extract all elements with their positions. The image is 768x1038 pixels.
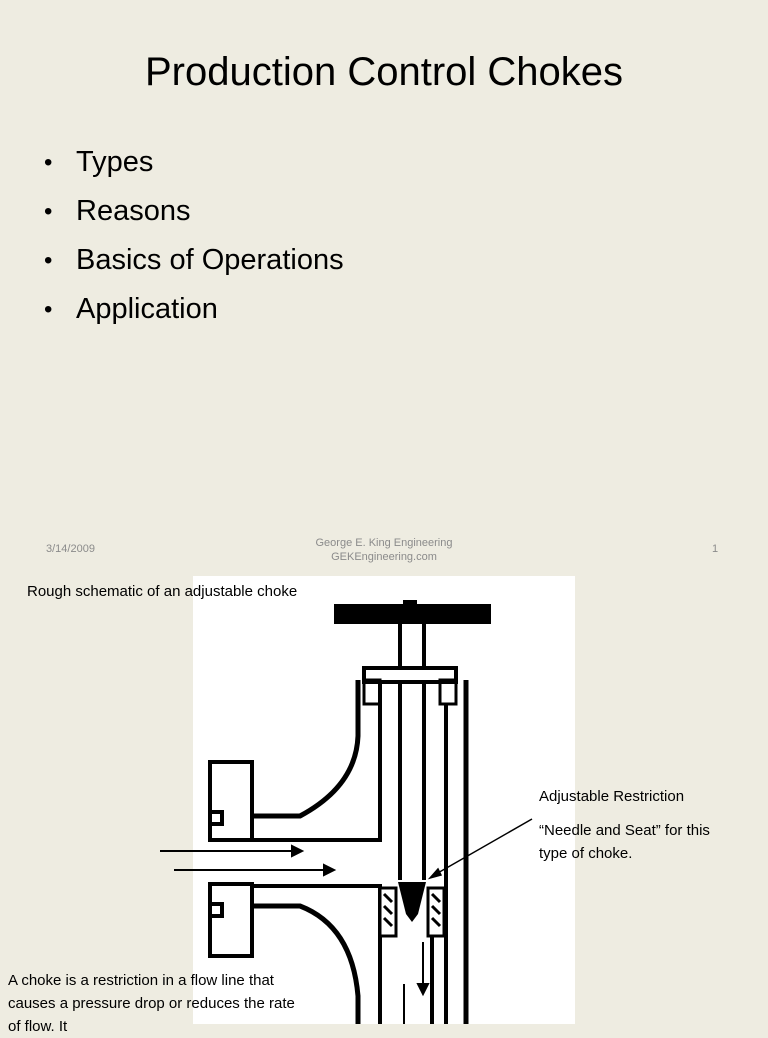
inlet-flange-upper	[210, 762, 252, 840]
caption-choke-definition: A choke is a restriction in a flow line that causes a pressure drop or reduces the rate of flow. It	[8, 972, 295, 1035]
bullet-label: Reasons	[76, 195, 191, 227]
slide-2	[0, 576, 768, 1035]
needle-stem	[400, 682, 424, 880]
handwheel-hub	[403, 600, 417, 608]
footer-page-number: 1	[712, 543, 719, 555]
footer-date: 3/14/2009	[46, 543, 95, 555]
needle-tip	[398, 882, 426, 922]
inlet-flange-lower	[210, 884, 252, 956]
bullet-item-reasons	[44, 187, 344, 236]
bullet-dot-icon: •	[44, 198, 53, 225]
label-adjustable-restriction: Adjustable Restriction	[539, 788, 685, 805]
bullet-item-application	[44, 285, 344, 334]
slide-title: Production Control Chokes	[144, 50, 624, 94]
label-needle-seat: “Needle and Seat” for this type of choke.	[539, 822, 710, 862]
bullet-dot-icon: •	[44, 149, 53, 176]
body-upper-wall	[250, 680, 358, 816]
footer-company-site: GEKEngineering.com	[331, 551, 437, 563]
stem-upper	[400, 624, 424, 668]
bullet-label: Basics of Operations	[76, 244, 344, 276]
outlet-bore	[380, 936, 432, 1024]
bullet-label: Types	[76, 146, 154, 178]
bullet-dot-icon: •	[44, 247, 53, 274]
bullet-item-basics	[44, 236, 344, 285]
bullet-label: Application	[76, 293, 218, 325]
bullet-list	[44, 138, 344, 334]
body-lower-inner	[252, 886, 380, 936]
bullet-dot-icon: •	[44, 296, 53, 323]
caption-schematic: Rough schematic of an adjustable choke	[27, 583, 298, 600]
footer-company-name: George E. King Engineering	[315, 537, 453, 549]
footer-company	[0, 536, 768, 564]
bonnet-cap	[364, 668, 456, 704]
bullet-item-types	[44, 138, 344, 187]
